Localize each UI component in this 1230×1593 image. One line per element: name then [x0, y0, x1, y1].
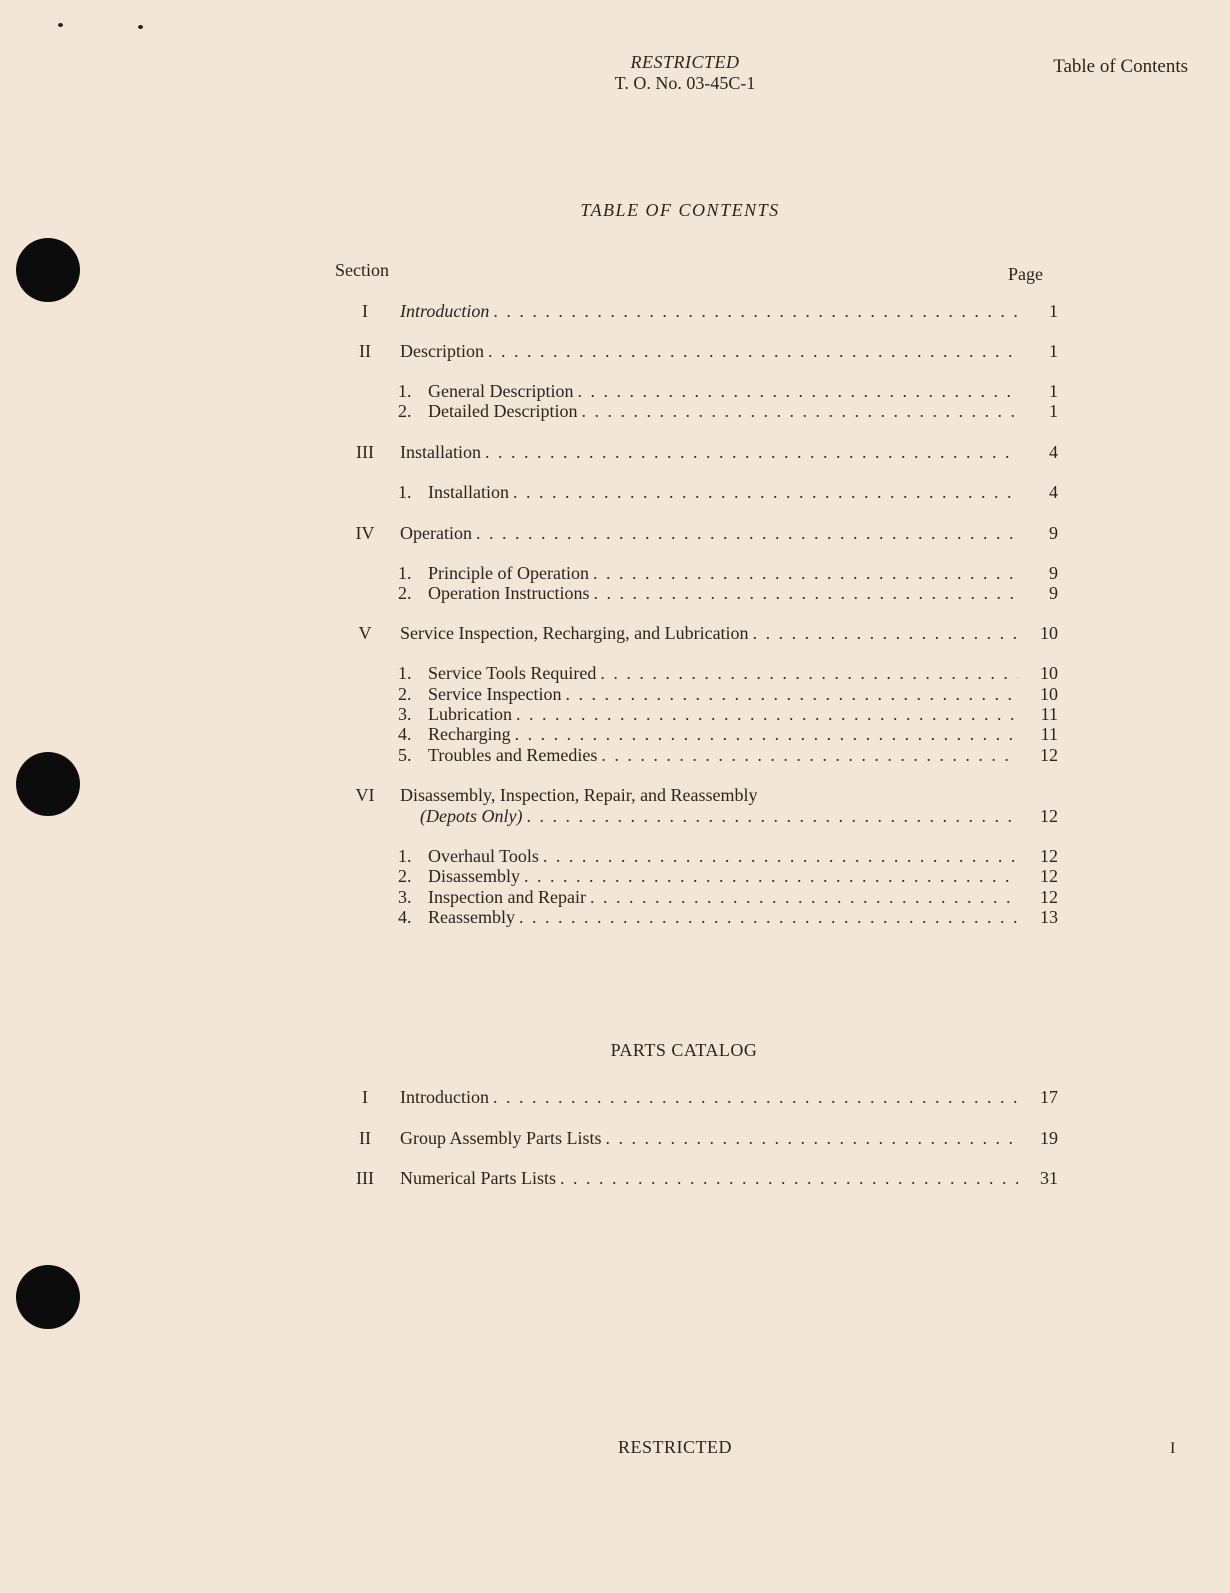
- dot-leader: [601, 744, 1018, 766]
- toc-entry[interactable]: [330, 562, 1058, 584]
- entry-title: Installation: [400, 442, 481, 462]
- page-header: [560, 52, 810, 94]
- toc-entry[interactable]: [330, 845, 1058, 867]
- entry-subnumber: 2.: [398, 401, 412, 421]
- header-doc-number: T. O. No. 03-45C-1: [614, 73, 756, 93]
- dot-leader: [560, 1167, 1018, 1189]
- toc-entry[interactable]: [330, 744, 1058, 766]
- dot-leader: [516, 703, 1018, 725]
- entry-title: Recharging: [428, 724, 511, 744]
- entry-section-number: III: [356, 1168, 374, 1188]
- entry-title: Inspection and Repair: [428, 887, 586, 907]
- speck-mark: [138, 25, 143, 29]
- entry-subnumber: 1.: [398, 563, 412, 583]
- entry-title: Disassembly, Inspection, Repair, and Reassembly: [400, 785, 758, 805]
- punch-hole-bottom: [16, 1265, 80, 1329]
- entry-page-number: 1: [1049, 301, 1058, 321]
- entry-subnumber: 1.: [398, 381, 412, 401]
- entry-title: Service Inspection, Recharging, and Lubrication: [400, 623, 749, 643]
- entry-subnumber: 4.: [398, 907, 412, 927]
- dot-leader: [600, 662, 1018, 684]
- entry-subnumber: 1.: [398, 846, 412, 866]
- toc-entry[interactable]: [330, 703, 1058, 725]
- entry-page-number: 4: [1049, 442, 1058, 462]
- entry-subnumber: 2.: [398, 866, 412, 886]
- entry-section-number: IV: [355, 523, 375, 543]
- footer-page-number: I: [1170, 1440, 1176, 1457]
- entry-page-number: 4: [1049, 482, 1058, 502]
- dot-leader: [565, 683, 1018, 705]
- dot-leader: [485, 441, 1018, 463]
- entry-page-number: 12: [1040, 806, 1058, 826]
- dot-leader: [593, 562, 1018, 584]
- dot-leader: [593, 582, 1018, 604]
- entry-page-number: 11: [1040, 724, 1058, 744]
- entry-title: Numerical Parts Lists: [400, 1168, 556, 1188]
- entry-section-number: III: [356, 442, 374, 462]
- toc-entry[interactable]: [330, 1086, 1058, 1108]
- entry-title: (Depots Only): [420, 806, 523, 826]
- toc-entry[interactable]: [330, 441, 1058, 463]
- header-section-label: Table of Contents: [1053, 56, 1188, 77]
- entry-title: Principle of Operation: [428, 563, 589, 583]
- entry-page-number: 12: [1040, 866, 1058, 886]
- footer-classification: RESTRICTED: [617, 1437, 732, 1457]
- dot-leader: [515, 723, 1018, 745]
- toc-entry[interactable]: [330, 723, 1058, 745]
- entry-page-number: 10: [1040, 663, 1058, 683]
- punch-hole-top: [16, 238, 80, 302]
- toc-entry[interactable]: [330, 662, 1058, 684]
- dot-leader: [606, 1127, 1018, 1149]
- entry-page-number: 9: [1049, 523, 1058, 543]
- toc-entry[interactable]: [330, 683, 1058, 705]
- entry-title: Service Tools Required: [428, 663, 597, 683]
- entry-page-number: 1: [1049, 401, 1058, 421]
- entry-page-number: 12: [1040, 745, 1058, 765]
- entry-title: Lubrication: [428, 704, 512, 724]
- entry-title: Introduction: [400, 301, 490, 321]
- entry-subnumber: 2.: [398, 684, 412, 704]
- parts-catalog-title: PARTS CATALOG: [610, 1040, 758, 1060]
- entry-title: Service Inspection: [428, 684, 562, 704]
- column-header-page: Page: [1008, 264, 1043, 284]
- toc-entry[interactable]: [330, 522, 1058, 544]
- entry-page-number: 12: [1040, 846, 1058, 866]
- entry-page-number: 13: [1040, 907, 1058, 927]
- entry-title: Description: [400, 341, 484, 361]
- toc-entry[interactable]: [330, 622, 1058, 644]
- dot-leader: [753, 622, 1018, 644]
- entry-title: Installation: [428, 482, 509, 502]
- dot-leader: [476, 522, 1018, 544]
- toc-entry[interactable]: [330, 906, 1058, 928]
- toc-entry[interactable]: [330, 865, 1058, 887]
- entry-page-number: 1: [1049, 341, 1058, 361]
- dot-leader: [513, 481, 1018, 503]
- entry-page-number: 12: [1040, 887, 1058, 907]
- dot-leader: [488, 340, 1018, 362]
- entry-subnumber: 4.: [398, 724, 412, 744]
- entry-page-number: 10: [1040, 684, 1058, 704]
- entry-page-number: 1: [1049, 381, 1058, 401]
- toc-entry[interactable]: [330, 481, 1058, 503]
- column-header-section: Section: [335, 260, 389, 280]
- entry-section-number: VI: [355, 785, 375, 805]
- entry-page-number: 11: [1040, 704, 1058, 724]
- entry-section-number: V: [358, 623, 372, 643]
- entry-title: General Description: [428, 381, 574, 401]
- entry-subnumber: 1.: [398, 482, 412, 502]
- entry-page-number: 17: [1040, 1087, 1058, 1107]
- dot-leader: [581, 400, 1018, 422]
- dot-leader: [577, 380, 1018, 402]
- toc-entry[interactable]: [330, 400, 1058, 422]
- entry-title: Group Assembly Parts Lists: [400, 1128, 602, 1148]
- dot-leader: [543, 845, 1018, 867]
- entry-title: Troubles and Remedies: [428, 745, 598, 765]
- entry-title: Reassembly: [428, 907, 515, 927]
- entry-title: Operation Instructions: [428, 583, 590, 603]
- entry-page-number: 19: [1040, 1128, 1058, 1148]
- toc-entry[interactable]: [330, 886, 1058, 908]
- entry-section-number: II: [359, 341, 371, 361]
- entry-title: Introduction: [400, 1087, 489, 1107]
- toc-entry[interactable]: [330, 784, 1058, 806]
- toc-title: TABLE OF CONTENTS: [580, 200, 780, 220]
- entry-section-number: II: [359, 1128, 371, 1148]
- header-classification: RESTRICTED: [630, 52, 740, 72]
- dot-leader: [519, 906, 1018, 928]
- entry-page-number: 9: [1049, 583, 1058, 603]
- entry-page-number: 9: [1049, 563, 1058, 583]
- entry-subnumber: 3.: [398, 704, 412, 724]
- entry-subnumber: 3.: [398, 887, 412, 907]
- entry-section-number: I: [362, 301, 368, 321]
- dot-leader: [590, 886, 1018, 908]
- toc-entry[interactable]: [330, 380, 1058, 402]
- entry-page-number: 31: [1040, 1168, 1058, 1188]
- entry-section-number: I: [362, 1087, 368, 1107]
- entry-page-number: 10: [1040, 623, 1058, 643]
- toc-entry[interactable]: [330, 300, 1058, 322]
- speck-mark: [58, 23, 63, 27]
- dot-leader: [526, 805, 1018, 827]
- dot-leader: [493, 1086, 1018, 1108]
- entry-title: Disassembly: [428, 866, 520, 886]
- toc-entry[interactable]: [330, 582, 1058, 604]
- toc-entry[interactable]: [330, 340, 1058, 362]
- punch-hole-middle: [16, 752, 80, 816]
- entry-title: Operation: [400, 523, 472, 543]
- entry-title: Overhaul Tools: [428, 846, 539, 866]
- entry-title: Detailed Description: [428, 401, 578, 421]
- toc-entry[interactable]: [330, 1167, 1058, 1189]
- entry-subnumber: 1.: [398, 663, 412, 683]
- toc-entry[interactable]: [330, 805, 1058, 827]
- entry-subnumber: 5.: [398, 745, 412, 765]
- toc-entry[interactable]: [330, 1127, 1058, 1149]
- dot-leader: [493, 300, 1018, 322]
- dot-leader: [524, 865, 1018, 887]
- entry-subnumber: 2.: [398, 583, 412, 603]
